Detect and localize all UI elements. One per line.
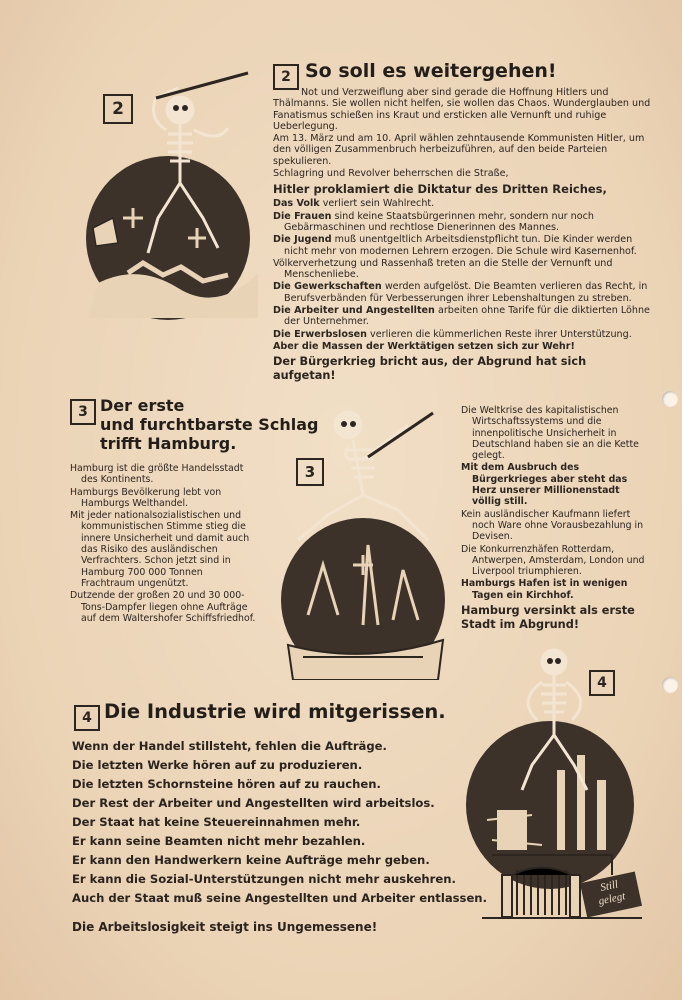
emphasis-line: Hamburg versinkt als erste Stadt im Abgrund! [461,604,635,632]
paragraph: Kein ausländischer Kaufmann liefert noch Ware ohne Vorausbezahlung in Devisen. [461,508,644,543]
list-item: Wenn der Handel stillsteht, fehlen die Aufträge. [72,739,387,753]
list-item: Die Frauen sind keine Staatsbürgerinnen mehr, sondern nur noch Gebärmaschinen und rechtlose Dienerinnen des Mannes. [273,210,594,233]
section3-right-text [461,405,651,633]
paragraph: Die Weltkrise des kapitalistischen Wirtschaftssystems und die innenpolitische Unsicherheit in Deutschland haben sie an die Kette gelegt. [461,405,639,462]
paragraph: Dutzende der großen 20 und 30 000-Tons-Dampfer liegen ohne Aufträge auf dem Waltershofer Schiffsfriedhof. [70,590,256,624]
paragraph: Am 13. März und am 10. April wählen zehntausende Kommunisten Hitler, um den völligen Zusammenbruch herbeizuführen, auf den beide Parteien spekulieren. [273,133,645,167]
list-item: Er kann die Sozial-Unterstützungen nicht mehr auskehren. [72,872,456,886]
list-item: Der Staat hat keine Steuereinnahmen mehr. [72,815,361,829]
paragraph: Mit jeder nationalsozialistischen und kommunistischen Stimme stieg die innere Unsicherheit und damit auch das Risiko des ausländischen Verfrachters. Schon jetzt sind in Hamburg 700 000 Tonnen Frachtraum ungenützt. [70,510,250,589]
section4-list [72,737,487,937]
list-item: Er kann den Handwerkern keine Aufträge mehr geben. [72,853,430,867]
section-heading: Der erste und furchtbarste Schlag trifft Hamburg. [100,396,319,453]
list-item: Die Arbeiter und Angestellten arbeiten ohne Tarife für die diktierten Löhne der Unternehmer. [273,305,650,328]
list-item: Die letzten Werke hören auf zu produzieren. [72,758,363,772]
paragraph: Die Konkurrenzhäfen Rotterdam, Antwerpen, Amsterdam, London und Liverpool triumphieren. [461,543,645,578]
emphasis-line: Hitler proklamiert die Diktatur des Dritten Reiches, [273,182,607,197]
paragraph: Mit dem Ausbruch des Bürgerkrieges aber steht das Herz unserer Millionenstadt völlig still. [461,462,628,508]
emphasis-line: Aber die Massen der Werktätigen setzen sich zur Wehr! [273,340,575,352]
paragraph: Hamburgs Hafen ist in wenigen Tagen ein Kirchhof. [461,578,628,601]
skeleton-illustration-3 [268,395,458,680]
list-item: Die Erwerbslosen verlieren die kümmerlichen Reste ihrer Unterstützung. [273,328,632,340]
list-item: Die Gewerkschaften werden aufgelöst. Die Beamten verlieren das Recht, in Berufsverbänden für Verbesserungen ihrer Lebenshaltungen zu streben. [273,281,648,304]
paragraph: Hamburg ist die größte Handelsstadt des Kontinents. [70,463,244,486]
list-item: Die letzten Schornsteine hören auf zu rauchen. [72,777,381,791]
list-item: Der Rest der Arbeiter und Angestellten wird arbeitslos. [72,796,435,810]
paragraph: Hamburgs Bevölkerung lebt von Hamburgs Welthandel. [70,486,222,509]
section-number-badge: 2 [273,64,299,90]
list-item: Auch der Staat muß seine Angestellten und Arbeiter entlassen. [72,891,487,905]
section-number-badge: 2 [103,94,133,124]
punch-hole [662,391,678,407]
skeleton-illustration-2 [68,68,268,338]
list-item: Das Volk verliert sein Wahlrecht. [273,198,435,210]
section3-left-text [70,463,258,625]
list-item: Die Jugend muß unentgeltlich Arbeitsdienstpflicht tun. Die Kinder werden nicht mehr von modernen Lehrern erzogen. Die Schule wird Kasernenhof. [273,234,637,257]
emphasis-line: Der Bürgerkrieg bricht aus, der Abgrund hat sich aufgetan! [273,355,587,383]
paragraph: Not und Verzweiflung aber sind gerade die Hoffnung Hitlers und Thälmanns. Sie wollen nicht helfen, sie wollen das Chaos. Wunderglauben und Fanatismus schießen ins Kraut und ersticken alle Vernunft und ruhige Ueberlegung. [273,87,651,132]
list-item: Er kann seine Beamten nicht mehr bezahlen. [72,834,366,848]
section-number-badge: 4 [589,670,615,696]
section2-text [273,87,651,384]
paragraph: Schlagring und Revolver beherrschen die Straße, [273,168,509,180]
stilllegt-sign: Still gelegt [580,872,642,918]
section-number-badge: 3 [70,399,96,425]
section-number-badge: 3 [296,458,324,486]
section-number-badge: 4 [74,705,100,731]
section-heading: So soll es weitergehen! [305,60,557,82]
list-item: Völkerverhetzung und Rassenhaß treten an die Stelle der Vernunft und Menschenliebe. [273,257,613,281]
punch-hole [662,677,678,693]
emphasis-line: Die Arbeitslosigkeit steigt ins Ungemessene! [72,920,378,934]
section-heading: Die Industrie wird mitgerissen. [104,700,446,723]
